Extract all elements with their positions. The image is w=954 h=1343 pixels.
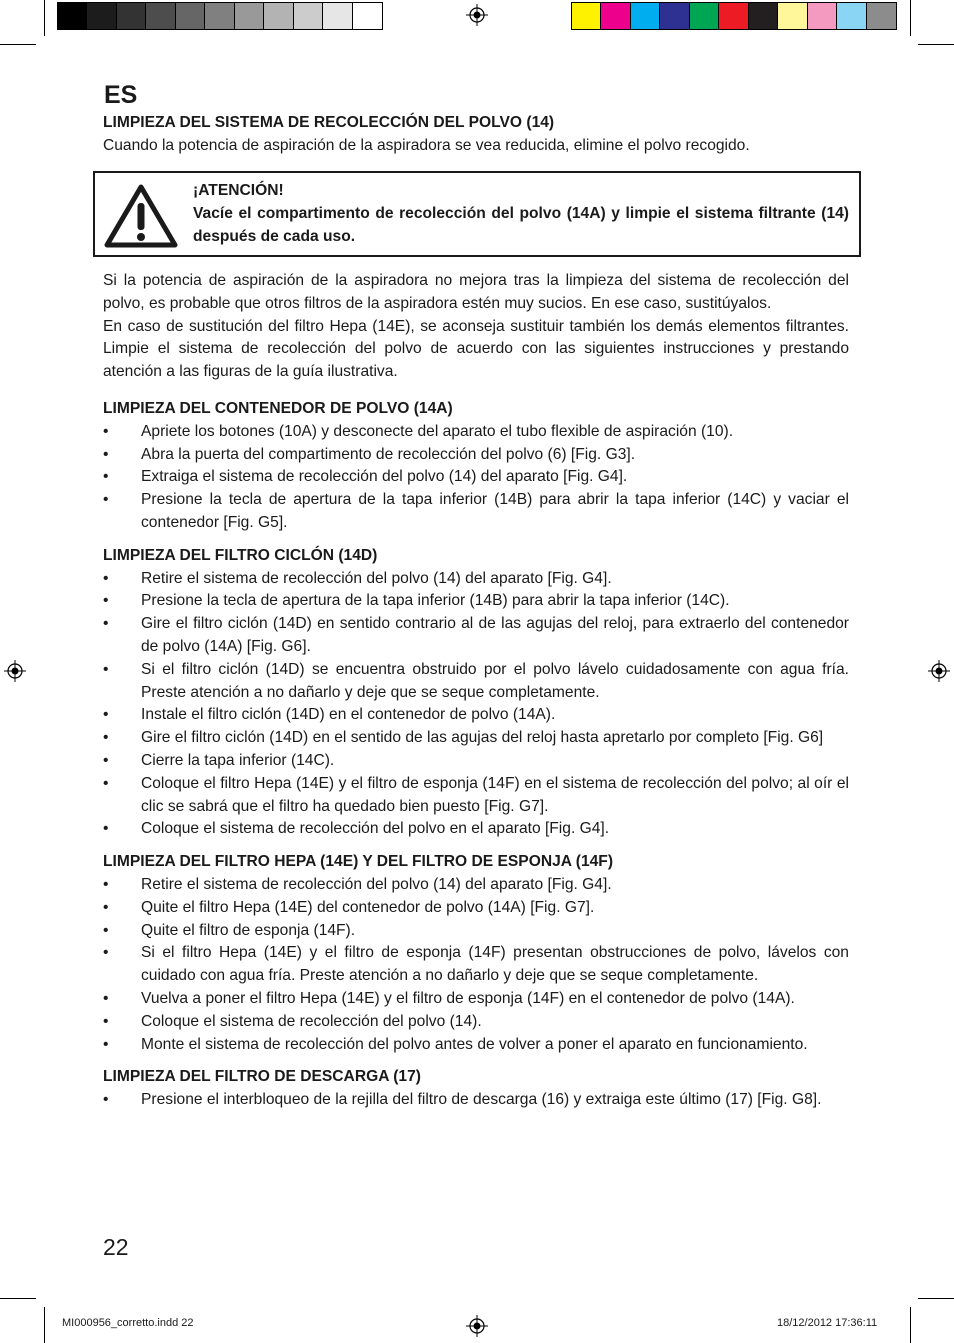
- bullet-icon: •: [103, 729, 109, 747]
- list-item-text: Apriete los botones (10A) y desconecte del aparato el tubo flexible de aspiración (10).: [141, 422, 734, 440]
- bullet-icon: •: [103, 1012, 109, 1030]
- section-heading: LIMPIEZA DEL SISTEMA DE RECOLECCIÓN DEL POLVO (14): [103, 114, 555, 131]
- color-swatch: [572, 3, 601, 29]
- bullet-icon: •: [103, 875, 109, 893]
- list-item: [103, 727, 849, 750]
- bullet-icon: •: [103, 706, 109, 724]
- list-item: [103, 750, 849, 773]
- list-item: [103, 1089, 849, 1112]
- color-swatch: [205, 3, 234, 29]
- registration-mark-icon: [4, 660, 26, 682]
- crop-mark: [910, 1307, 911, 1343]
- footer-date: 18/12/2012 17:36:11: [777, 1317, 878, 1329]
- color-swatch: [323, 3, 352, 29]
- list-item: [103, 1034, 849, 1057]
- bullet-icon: •: [103, 1091, 109, 1109]
- list-item: [103, 659, 849, 705]
- paragraph: Si la potencia de aspiración de la aspiradora no mejora tras la limpieza del sistema de recolección del polvo, es probable que otros filtros de la aspiradora estén muy sucios. En ese caso, sustitúyalos.: [103, 272, 849, 312]
- bullet-icon: •: [103, 569, 109, 587]
- bullet-icon: •: [103, 422, 109, 440]
- page-number: 22: [103, 1234, 129, 1260]
- color-swatch: [264, 3, 293, 29]
- section-heading: LIMPIEZA DEL CONTENEDOR DE POLVO (14A): [103, 399, 453, 417]
- list-item-text: Abra la puerta del compartimento de recolección del polvo (6) [Fig. G3].: [141, 445, 636, 463]
- crop-mark: [910, 0, 911, 36]
- warning-text: Vacíe el compartimento de recolección del polvo (14A) y limpie el sistema filtrante (14) después de cada uso.: [193, 204, 849, 245]
- list-item-text: Si el filtro Hepa (14E) y el filtro de esponja (14F) presentan obstrucciones de polvo, lávelos con cuidado con agua fría. Preste atención a no dañarlo y deje que se seque completamente.: [141, 944, 849, 985]
- color-swatch: [294, 3, 323, 29]
- bullet-icon: •: [103, 774, 109, 792]
- list-item-text: Presione la tecla de apertura de la tapa inferior (14B) para abrir la tapa inferior (14C).: [141, 592, 730, 610]
- list-item-text: Gire el filtro ciclón (14D) en el sentido de las agujas del reloj hasta apretarlo por completo [Fig. G6]: [141, 729, 824, 747]
- footer-file: MI000956_corretto.indd 22: [62, 1317, 194, 1329]
- list-item: [103, 1011, 849, 1034]
- bullet-icon: •: [103, 820, 109, 838]
- color-swatch: [690, 3, 719, 29]
- list-item-text: Presione el interbloqueo de la rejilla del filtro de descarga (16) y extraiga este último (17) [Fig. G8].: [141, 1091, 822, 1109]
- list-item: [103, 874, 849, 897]
- color-swatch: [631, 3, 660, 29]
- bullet-icon: •: [103, 445, 109, 463]
- warning-content: [193, 180, 849, 248]
- section: [103, 851, 849, 1056]
- bullet-icon: •: [103, 921, 109, 939]
- list-item: [103, 489, 849, 535]
- list-item-text: Si el filtro ciclón (14D) se encuentra obstruido por el polvo lávelo cuidadosamente con agua fría. Preste atención a no dañarlo y deje que se seque completamente.: [141, 660, 849, 701]
- warning-box: [93, 171, 861, 257]
- color-swatch: [117, 3, 146, 29]
- language-code: ES: [104, 81, 138, 109]
- bullet-icon: •: [103, 989, 109, 1007]
- bullet-icon: •: [103, 615, 109, 633]
- registration-mark-icon: [466, 4, 488, 26]
- section-heading: LIMPIEZA DEL FILTRO HEPA (14E) Y DEL FILTRO DE ESPONJA (14F): [103, 853, 614, 871]
- color-swatch: [235, 3, 264, 29]
- main-content: [103, 270, 849, 1112]
- color-swatch: [353, 3, 382, 29]
- list-item: [103, 613, 849, 659]
- color-swatch: [146, 3, 175, 29]
- list-item-text: Quite el filtro Hepa (14E) del contenedor de polvo (14A) [Fig. G7].: [141, 898, 595, 916]
- crop-mark: [918, 44, 954, 45]
- intro-block: [103, 112, 849, 158]
- list-item-text: Coloque el sistema de recolección del polvo (14).: [141, 1012, 482, 1030]
- crop-mark: [44, 1307, 45, 1343]
- list-item-text: Monte el sistema de recolección del polvo antes de volver a poner el aparato en funcionamiento.: [141, 1035, 808, 1053]
- list-item-text: Gire el filtro ciclón (14D) en sentido contrario al de las agujas del reloj, para extraerlo del contenedor de polvo (14A) [Fig. G6].: [141, 615, 849, 655]
- section-heading: LIMPIEZA DEL FILTRO CICLÓN (14D): [103, 546, 378, 564]
- bullet-icon: •: [103, 468, 109, 486]
- color-swatch: [176, 3, 205, 29]
- section: [103, 1066, 849, 1112]
- crop-mark: [0, 1298, 36, 1299]
- section: [103, 545, 849, 841]
- crop-mark: [0, 44, 36, 45]
- color-swatch: [749, 3, 778, 29]
- list-item: [103, 920, 849, 943]
- list-item: [103, 466, 849, 489]
- bullet-icon: •: [103, 751, 109, 769]
- list-item-text: Retire el sistema de recolección del polvo (14) del aparato [Fig. G4].: [141, 875, 612, 893]
- color-swatch: [837, 3, 866, 29]
- color-swatch: [808, 3, 837, 29]
- section: [103, 398, 849, 535]
- list-item-text: Vuelva a poner el filtro Hepa (14E) y el filtro de esponja (14F) en el contenedor de polvo (14A).: [141, 989, 795, 1007]
- section-heading: LIMPIEZA DEL FILTRO DE DESCARGA (17): [103, 1068, 421, 1086]
- color-swatch: [867, 3, 896, 29]
- list-item-text: Extraiga el sistema de recolección del polvo (14) del aparato [Fig. G4].: [141, 468, 628, 486]
- color-bar: [571, 2, 897, 30]
- list-item: [103, 421, 849, 444]
- list-item: [103, 444, 849, 467]
- list-item: [103, 773, 849, 819]
- bullet-icon: •: [103, 592, 109, 610]
- bullet-icon: •: [103, 491, 109, 509]
- list-item: [103, 988, 849, 1011]
- warning-title: ¡ATENCIÓN!: [193, 182, 284, 199]
- list-item: [103, 818, 849, 841]
- grayscale-bar: [57, 2, 383, 30]
- bullet-icon: •: [103, 944, 109, 962]
- list-item-text: Cierre la tapa inferior (14C).: [141, 751, 335, 769]
- section-text: Cuando la potencia de aspiración de la aspiradora se vea reducida, elimine el polvo recogido.: [103, 136, 750, 154]
- registration-mark-icon: [928, 660, 950, 682]
- list-item-text: Coloque el sistema de recolección del polvo en el aparato [Fig. G4].: [141, 820, 610, 838]
- crop-mark: [44, 0, 45, 36]
- color-swatch: [778, 3, 807, 29]
- color-swatch: [601, 3, 630, 29]
- list-item-text: Presione la tecla de apertura de la tapa inferior (14B) para abrir la tapa inferior (14C) y vaciar el contenedor [Fig. G5].: [141, 491, 849, 531]
- warning-triangle-icon: [103, 183, 179, 249]
- color-swatch: [87, 3, 116, 29]
- list-item-text: Coloque el filtro Hepa (14E) y el filtro de esponja (14F) en el sistema de recolección del polvo; al oír el clic se sabrá que el filtro ha quedado bien puesto [Fig. G7].: [141, 774, 849, 815]
- crop-mark: [918, 1298, 954, 1299]
- list-item: [103, 942, 849, 988]
- list-item-text: Retire el sistema de recolección del polvo (14) del aparato [Fig. G4].: [141, 569, 612, 587]
- sections: [103, 398, 849, 1112]
- list-item: [103, 568, 849, 591]
- list-item: [103, 590, 849, 613]
- color-swatch: [58, 3, 87, 29]
- paragraph: En caso de sustitución del filtro Hepa (14E), se aconseja sustituir también los demás elementos filtrantes. Limpie el sistema de recolección del polvo de acuerdo con las siguientes instrucciones y prestando atención a las figuras de la guía ilustrativa.: [103, 317, 849, 381]
- list-item: [103, 704, 849, 727]
- list-item: [103, 897, 849, 920]
- list-item-text: Quite el filtro de esponja (14F).: [141, 921, 356, 939]
- bullet-icon: •: [103, 898, 109, 916]
- bullet-icon: •: [103, 660, 109, 678]
- color-swatch: [719, 3, 748, 29]
- registration-mark-icon: [466, 1315, 488, 1337]
- bullet-icon: •: [103, 1035, 109, 1053]
- color-swatch: [660, 3, 689, 29]
- list-item-text: Instale el filtro ciclón (14D) en el contenedor de polvo (14A).: [141, 706, 556, 724]
